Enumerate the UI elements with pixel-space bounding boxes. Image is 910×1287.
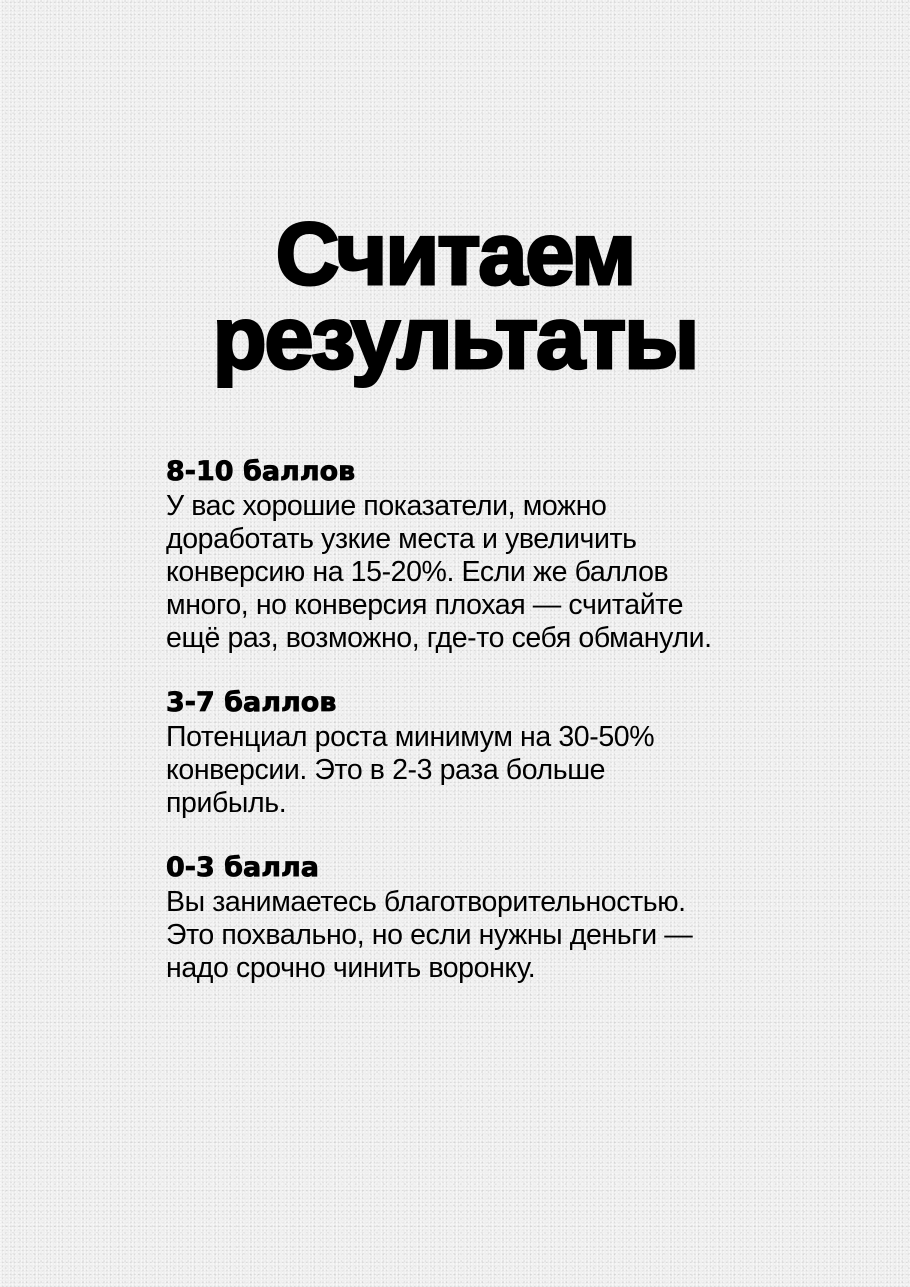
section-text: Вы занимаетесь благотворительностью. Это похвально, но если нужны деньги — надо срочно чинить воронку.: [166, 886, 693, 984]
section-heading: 0-3 балла: [166, 852, 320, 883]
section-text: Потенциал роста минимум на 30-50% конверсии. Это в 2-3 раза больше прибыль.: [166, 721, 655, 819]
section-text: У вас хорошие показатели, можно доработать узкие места и увеличить конверсию на 15-20%. Если же баллов много, но конверсия плохая — считайте ещё раз, возможно, где-то себя обманули.: [166, 490, 712, 654]
title-line-1: Считаем: [275, 204, 635, 303]
results-list: [166, 456, 806, 1017]
section-heading: 3-7 баллов: [166, 687, 337, 718]
result-section-medium: [166, 687, 806, 820]
section-heading: 8-10 баллов: [166, 456, 356, 487]
result-section-high: [166, 456, 806, 655]
title-line-2: результаты: [212, 288, 698, 387]
result-section-low: [166, 852, 806, 985]
page-title: [0, 204, 910, 387]
